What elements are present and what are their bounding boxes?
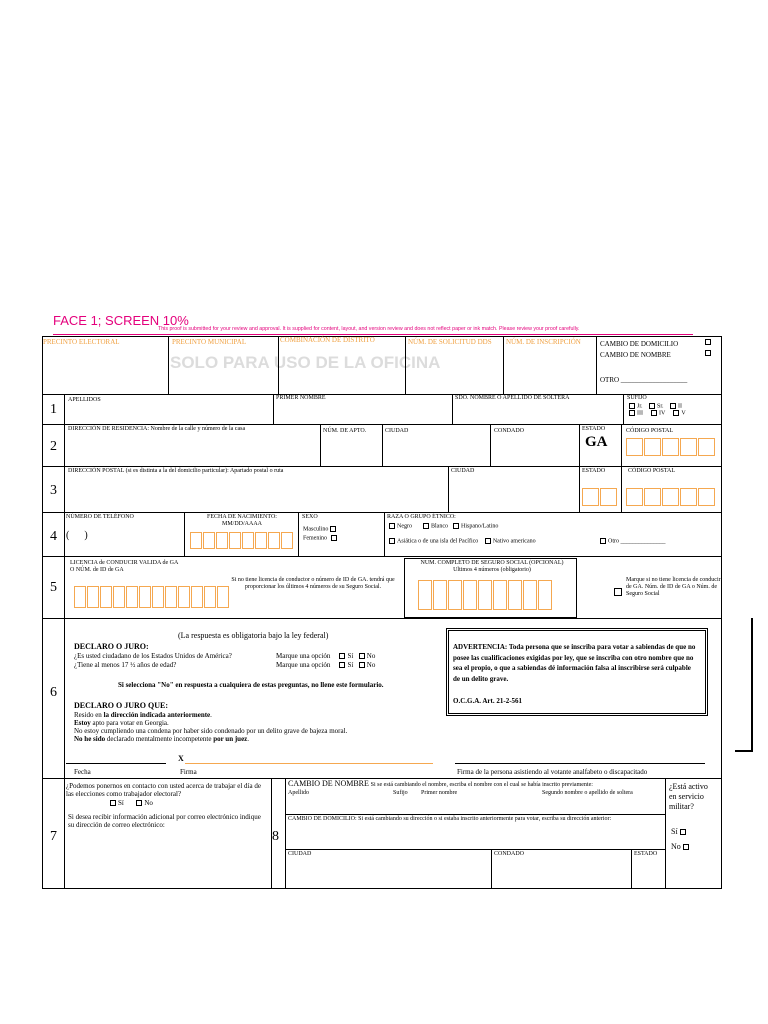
no-licencia-note: Si no tiene licencia de conductor o número de ID de GA. tendrá que proporcionar los últimos 4 números de su Seguro Social. [231,577,395,590]
jr-checkbox[interactable] [629,403,635,409]
aviso-no: Si selecciona "No" en respuesta a cualquiera de estas preguntas, no llene este formulario. [118,681,384,689]
proof-notice-rule [53,334,693,335]
firma-persona-caption: Firma de la persona asistiendo al votante analfabeto o discapacitado [457,768,648,776]
num-solicitud-label: NÚM. DE SOLICITUD DDS [408,338,492,346]
face-label: FACE 1; SCREEN 10% [53,313,189,328]
combinacion-distrito-label: COMBINACIÓN DE DISTRITO [280,336,375,344]
ssn-label: NUM. COMPLETO DE SEGURO SOCIAL (OPCIONAL) Ultimos 4 números (obligatorio) [420,560,564,573]
apellidos-field[interactable]: APELLIDOS [68,397,101,403]
proof-notice: This proof is submitted for your review and approval. It is supplied for content, layout, and version review and does not reflect paper or ink match. Please review your proof carefully. [158,326,580,332]
row-6-number: 6 [50,685,57,700]
hispano-checkbox[interactable] [453,523,459,529]
ciudad-postal-field[interactable]: CIUDAD [451,468,475,474]
cambio-domicilio-office-checkbox[interactable] [705,339,711,345]
otro-office-field[interactable]: OTRO ___________________ [600,376,688,384]
precinto-municipal-label: PRECINTO MUNICIPAL [172,338,247,346]
cambio-nombre-office-checkbox[interactable] [705,350,711,356]
precinto-electoral-label: PRECINTO ELECTORAL [43,338,120,346]
asistente-line[interactable] [455,763,705,764]
ciudadano-no-checkbox[interactable] [359,653,365,659]
licencia-cells[interactable] [74,586,230,608]
cambio-domicilio-heading[interactable]: CAMBIO DE DOMICILIO: Si está cambiando su dirección o si estaba inscrito anteriormente para votar, escriba su dirección anterior: [288,816,612,822]
blanco-checkbox[interactable] [423,523,429,529]
asiatico-checkbox[interactable] [389,538,395,544]
correo-label[interactable]: Si desea recibir información adicional por correo electrónico indique su dirección de correo electrónico: [68,813,261,829]
trabajador-options: Sí No [108,799,153,807]
firma-line[interactable] [185,763,433,764]
codigo-postal-label: CÓDIGO POSTAL [626,428,674,434]
primer-nombre-field[interactable]: PRIMER NOMBRE [276,395,326,401]
row-2-number: 2 [50,439,57,454]
sr-checkbox[interactable] [649,403,655,409]
direccion-postal-field[interactable]: DIRECCIÓN POSTAL (si es distinta a la del domicilio particular): Apartado postal o ruta [68,468,284,474]
codigo-postal-cells[interactable] [626,438,716,456]
raza-label: RAZA O GRUPO ÉTNICO: [387,514,456,520]
femenino-option[interactable]: Femenino [303,535,339,542]
militar-si[interactable]: Sí [671,828,688,836]
masculino-option[interactable]: Masculino [303,526,338,533]
firma-x: X [178,754,184,763]
condado-field[interactable]: CONDADO [494,428,524,434]
ciudadano-si-checkbox[interactable] [339,653,345,659]
declaro-lines: Resido en la dirección indicada anteriormente. Estoy apto para votar en Georgia. No estoy cumpliendo una condena por haber sido condenado por un delito grave de bajeza moral. No he sido declarado mentalmente incompetente por un juez. [74,711,348,743]
iii-checkbox[interactable] [629,410,635,416]
cambio-nombre-segundo[interactable]: Segundo nombre o apellido de soltera [542,790,633,796]
row-1-number: 1 [50,402,57,417]
anterior-condado-field[interactable]: CONDADO [494,851,524,857]
row-5-number: 5 [50,580,57,595]
estado-value: GA [585,434,608,450]
nativo-checkbox[interactable] [485,538,491,544]
ciudadano-question: ¿Es usted ciudadano de los Estados Unidos de América? [74,652,232,660]
raza-otro[interactable]: Otro _______________ [598,538,666,545]
firma-caption: Firma [180,768,197,776]
cambio-nombre-sufijo[interactable]: Sufijo [393,790,408,796]
fecha-nac-label: FECHA DE NACIMIENTO: MM/DD/AAAA [207,514,277,527]
office-watermark: SOLO PARA USO DE LA OFICINA [170,353,441,372]
anterior-ciudad-field[interactable]: CIUDAD [288,851,312,857]
fecha-nac-cells[interactable] [190,532,294,549]
raza-row-2: Asiática o de una isla del Pacífico Nativo americano [387,538,536,545]
trabajador-no-checkbox[interactable] [136,800,142,806]
segundo-nombre-field[interactable]: SDO. NOMBRE O APELLIDO DE SOLTERA [455,395,570,401]
estado-postal-cells[interactable] [582,488,618,506]
licencia-label: LICENCIA de CONDUCIR VALIDA de GA O NÚM. de ID de GA [70,560,179,573]
estado-label: ESTADO [582,426,606,432]
codigo-postal-postal-cells[interactable] [626,488,716,506]
iv-checkbox[interactable] [651,410,657,416]
row-4-number: 4 [50,529,57,544]
no-id-checkbox[interactable] [614,588,622,596]
num-apto-field[interactable]: NÚM. DE APTO. [323,428,367,434]
cambio-nombre-apellido[interactable]: Apellido [288,790,309,796]
ocga-citation: O.C.G.A. Art. 21-2-561 [453,697,523,705]
row-3-number: 3 [50,483,57,498]
negro-checkbox[interactable] [389,523,395,529]
telefono-label: NÚMERO DE TELÉFONO [66,514,134,520]
trabajador-si-checkbox[interactable] [110,800,116,806]
sufijo-label: SUFIJO [627,395,647,401]
declaro-1-heading: DECLARO O JURO: [74,642,149,651]
sexo-label: SEXO [302,514,318,520]
ciudadano-options: Marque una opción Sí No [276,652,376,660]
row-7-number: 7 [50,829,57,844]
estado-postal-label: ESTADO [582,468,606,474]
marque-no-id-note: Marque si no tiene licencia de conducir de GA. Núm. de ID de GA o Núm. de Seguro Social [626,577,721,597]
militar-no[interactable]: No [671,843,691,851]
ciudad-residencia-field[interactable]: CIUDAD [385,428,409,434]
edad-si-checkbox[interactable] [339,662,345,668]
trabajador-question: ¿Podemos ponernos en contacto con usted acerca de trabajar el día de las elecciones como trabajador electoral? [66,782,261,798]
advertencia-text: ADVERTENCIA: Toda persona que se inscriba para votar a sabiendas de que no posee las cualificaciones exigidas por ley, que se inscriba con otro nombre que no sea el propio, o que a sabiendas dé información falsa al inscribirse será culpable de un delito grave. [453,643,696,683]
edad-no-checkbox[interactable] [359,662,365,668]
cambio-nombre-primer[interactable]: Primer nombre [421,790,458,796]
cambio-nombre-heading: CAMBIO DE NOMBRE Si se está cambiando el nombre, escriba el nombre con el cual se había inscrito previamente: [288,780,593,788]
anterior-estado-field[interactable]: ESTADO [634,851,658,857]
raza-row-1: Negro Blanco Hispano/Latino [387,523,498,530]
cambio-domicilio-office-label: CAMBIO DE DOMICILIO [600,340,679,348]
sufijo-options: Jr. Sr. II III IV V [627,403,722,418]
fecha-line[interactable] [66,763,166,764]
ii-checkbox[interactable] [670,403,676,409]
fecha-caption: Fecha [74,768,91,776]
obligatoria-note: (La respuesta es obligatoria bajo la ley federal) [178,631,329,640]
ssn-cells[interactable] [418,580,553,610]
militar-question: ¿Está activo en servicio militar? [669,782,708,811]
cambio-nombre-office-label: CAMBIO DE NOMBRE [600,351,671,359]
telefono-field[interactable]: ( ) [66,530,88,541]
codigo-postal-postal-label: CÓDIGO POSTAL [628,468,676,474]
right-bracket [735,618,753,752]
v-checkbox[interactable] [673,410,679,416]
edad-question: ¿Tiene al menos 17 ½ años de edad? [74,661,177,669]
declaro-2-heading: DECLARO O JURO QUE: [74,701,169,710]
edad-options: Marque una opción Sí No [276,661,376,669]
num-inscripcion-label: NÚM. DE INSCRIPCIÓN [506,338,581,346]
row-8-number: 8 [272,829,279,844]
direccion-residencia-field[interactable]: DIRECCIÓN DE RESIDENCIA: Nombre de la calle y número de la casa [68,426,246,432]
